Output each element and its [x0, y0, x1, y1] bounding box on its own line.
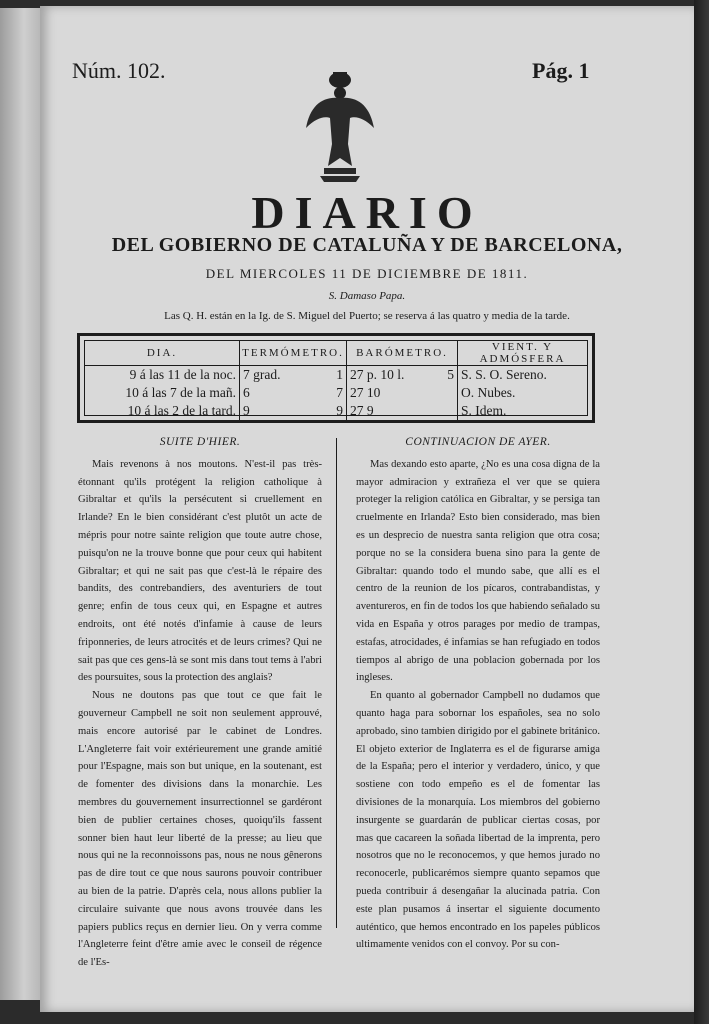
baro-value: 27 10 — [350, 385, 381, 400]
column-divider — [336, 438, 337, 928]
header-barometro: BARÓMETRO. — [347, 341, 458, 366]
newspaper-page — [40, 6, 694, 1012]
termo-value: 9 — [243, 403, 250, 418]
issue-date: DEL MIERCOLES 11 DE DICIEMBRE DE 1811. — [205, 266, 529, 281]
termo-fraction: 7 — [336, 385, 343, 400]
termo-fraction: 9 — [336, 403, 343, 418]
row-dia: 9 á las 11 de la noc. — [85, 366, 240, 385]
termo-value: 6 — [243, 385, 250, 400]
row-termo — [240, 384, 347, 402]
weather-table — [77, 333, 595, 423]
french-paragraph: Nous ne doutons pas que tout ce que fait le gouverneur Campbell ne soit non seulement approuvé, mais encore autorisé par le cabinet de Londres. L'Angleterre fait voir extérieurement une grande amitié pour l'Espagne, mais son but unique, en la soutenant, est de fomenter des divisions dans la monarchie. Les membres du gouvernement insurrectionnel se gardéront bien de publier certaines choses, quoiqu'ils fassent sonner bien haut leur liberté de la presse; au lieu que nous qui ne la reconnoissons pas, nous ne nous gênerons pas de dire tout ce que nous saurons pouvoir contribuer au bien de la patrie. D'après cela, nous allons publier la circulaire suivante que nous avons trouvée dans les papiers publics reçus en dernier lieu. On y verra comme l'Angleterre feint d'être amie avec le conseil de régence de l'Es- — [78, 690, 322, 969]
spanish-column-heading: CONTINUACION DE AYER. — [405, 436, 551, 448]
row-viento: S. S. O. Sereno. — [461, 367, 547, 382]
page-number: Pág. 1 — [532, 58, 590, 83]
spanish-paragraph: En quanto al gobernador Campbell no dudamos que quanto haga para sobornar los españoles, sea no solo aprobado, sino tambien dirigido por el gabinete británico. El objeto exterior de Inglaterra es el de figurarse amiga de la España; pero el interior y verdadero, único, y que sostiene con todo empeño es el de fomentar las divisiones de la monarquía. Los miembros del gobierno insurgente se guardarán de publicar ciertas cosas, por mas que cacareen la soñada libertad de la imprenta, pero nosotros que no le reconocemos, y que hemos jurado no reconocerle, publicarémos siempre quanto sepamos que pueda contribuir á desengañar la alucinada patria. Con este plan pusamos á insertar el siguiente documento auténtico, que hemos encontrado en los papeles públicos ultimamente venidos con el convoy. Por su con- — [356, 690, 600, 951]
weather-row — [85, 402, 587, 420]
row-viento: S. Idem. — [461, 403, 507, 418]
weather-row — [85, 384, 587, 402]
row-dia: 10 á las 2 de la tard. — [85, 402, 240, 420]
row-termo — [240, 402, 347, 420]
book-binding-edge — [694, 0, 709, 1024]
church-notice: Las Q. H. están en la Ig. de S. Miguel del Puerto; se reserva á las quatro y media de la tarde. — [164, 310, 570, 322]
facing-page-edge — [0, 8, 40, 1000]
baro-value: 27 p. 10 l. — [350, 367, 405, 382]
header-viento: VIENT. Y ADMÓSFERA — [458, 341, 588, 366]
baro-fraction: 5 — [447, 367, 454, 382]
french-paragraph: Mais revenons à nos moutons. N'est-il pas très-étonnant qu'ils protégent la religion catholique à Gibraltar et qu'ils la persécutent si cruellement en Irlande? En le bien considérant c'est plutôt un acte de mépris pour notre sainte religion que toute autre chose, puisqu'on ne la trouve bonne que pour ceux qui habitent Gibraltar; et qui ne sait pas que c'est-là le répaire des bandits, des contrebandiers, des aventuriers de tout genre; enfin de tous ceux qui, en Espagne et autres endroits, ont été notés d'infamie à cause de leurs friponneries, de leurs atrocités et de leurs crimes? Qui ne sait pas que ces gens-là se sont mis dans tout tems à l'abri des poursuites, sous la protection des anglais? — [78, 458, 322, 684]
issue-number: Núm. 102. — [72, 58, 166, 83]
row-dia: 10 á las 7 de la mañ. — [85, 384, 240, 402]
weather-row — [85, 366, 587, 385]
imperial-eagle-icon — [302, 66, 378, 186]
header-dia: DIA. — [85, 341, 240, 366]
masthead-title: DIARIO — [251, 187, 483, 238]
header-termometro: TERMÓMETRO. — [240, 341, 347, 366]
termo-value: 7 grad. — [243, 367, 281, 382]
row-baro — [347, 402, 458, 420]
row-termo — [240, 366, 347, 385]
row-baro — [347, 366, 458, 385]
saint-of-day: S. Damaso Papa. — [328, 290, 406, 302]
spanish-column — [356, 434, 600, 954]
spanish-paragraph: Mas dexando esto aparte, ¿No es una cosa digna de la mayor admiracion y extrañeza el ver que se quiera proteger la religion católica en Gibraltar, y se persiga tan cruelmente en Irlanda? Esto bien considerado, mas bien es un desprecio de nuestra santa religion que otra cosa; porque no se la considera buena sino para la gente de Gibraltar: quando todo el mundo sabe, que allí es el centro de la reunion de los pícaros, contrabandistas, y aventureros, en fin de todos los que habiendo señalado su vida en España y otros parages por medio de trampas, estafas, atrocidades, é infamias se han refugiado en todos tiempos al abrigo de una poblacion gobernada por los ingleses. — [356, 458, 600, 684]
masthead-subtitle: DEL GOBIERNO DE CATALUÑA Y DE BARCELONA, — [111, 234, 623, 256]
weather-header-row — [85, 341, 587, 366]
baro-value: 27 9 — [350, 403, 374, 418]
row-baro — [347, 384, 458, 402]
french-column — [78, 434, 322, 972]
row-viento: O. Nubes. — [461, 385, 516, 400]
termo-fraction: 1 — [336, 367, 343, 382]
french-column-heading: SUITE D'HIER. — [159, 436, 241, 448]
